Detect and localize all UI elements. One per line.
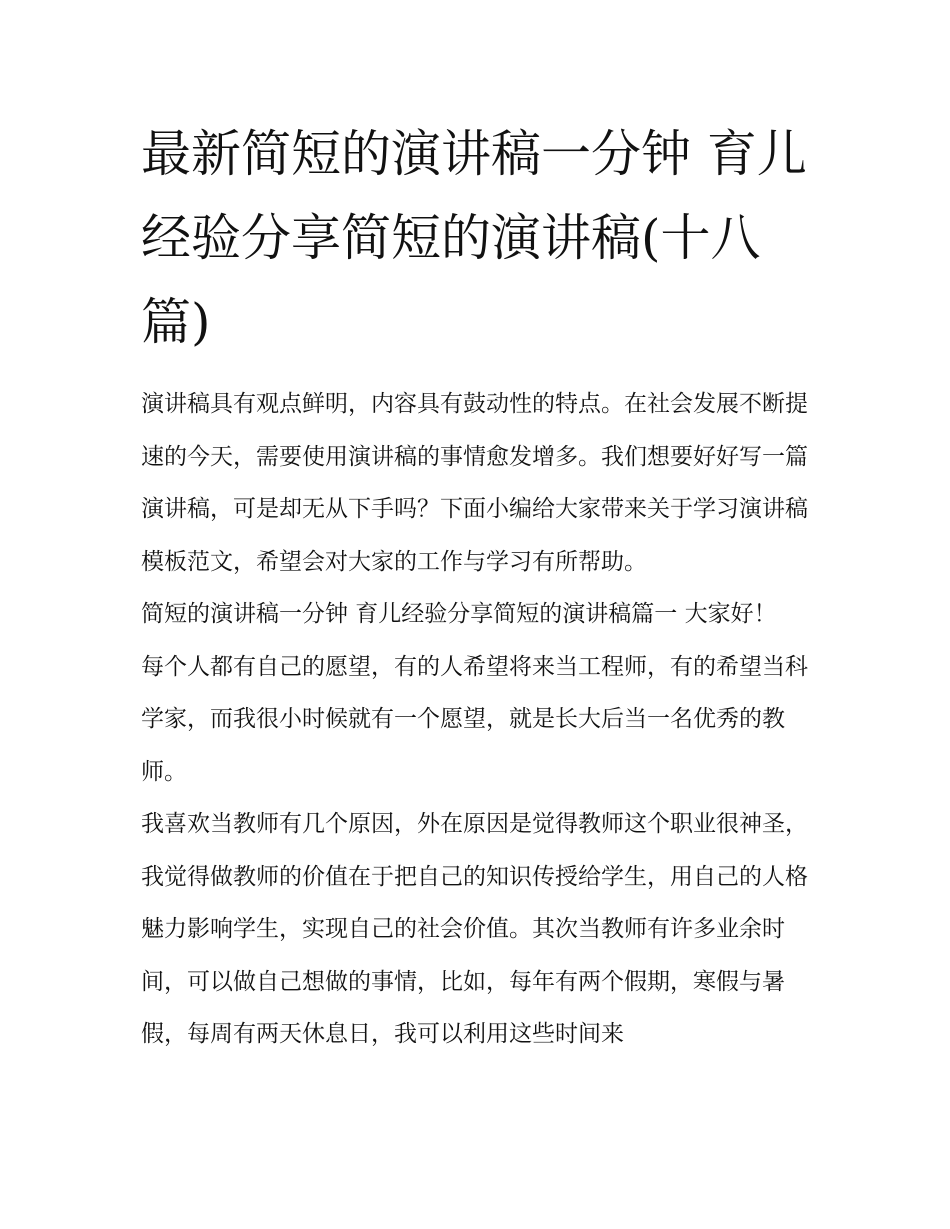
- body-paragraph-reasons: 我喜欢当教师有几个原因，外在原因是觉得教师这个职业很神圣，我觉得做教师的价值在于把自己的知识传授给学生，用自己的人格魅力影响学生，实现自己的社会价值。其次当教师有许多业余时间，可以做自己想做的事情，比如，每年有两个假期，寒假与暑假，每周有两天休息日，我可以利用这些时间来: [141, 811, 808, 1047]
- section-heading-paragraph: 简短的演讲稿一分钟 育儿经验分享简短的演讲稿篇一 大家好！: [141, 601, 777, 627]
- document-title: 最新简短的演讲稿一分钟 育儿经验分享简短的演讲稿(十八篇): [141, 125, 807, 351]
- body-paragraph-wish: 每个人都有自己的愿望，有的人希望将来当工程师，有的希望当科学家，而我很小时候就有一个愿望，就是长大后当一名优秀的教师。: [141, 653, 808, 785]
- document-page: [141, 112, 813, 1061]
- intro-paragraph: 演讲稿具有观点鲜明，内容具有鼓动性的特点。在社会发展不断提速的今天，需要使用演讲稿的事情愈发增多。我们想要好好写一篇演讲稿，可是却无从下手吗？下面小编给大家带来关于学习演讲稿模板范文，希望会对大家的工作与学习有所帮助。: [141, 391, 808, 575]
